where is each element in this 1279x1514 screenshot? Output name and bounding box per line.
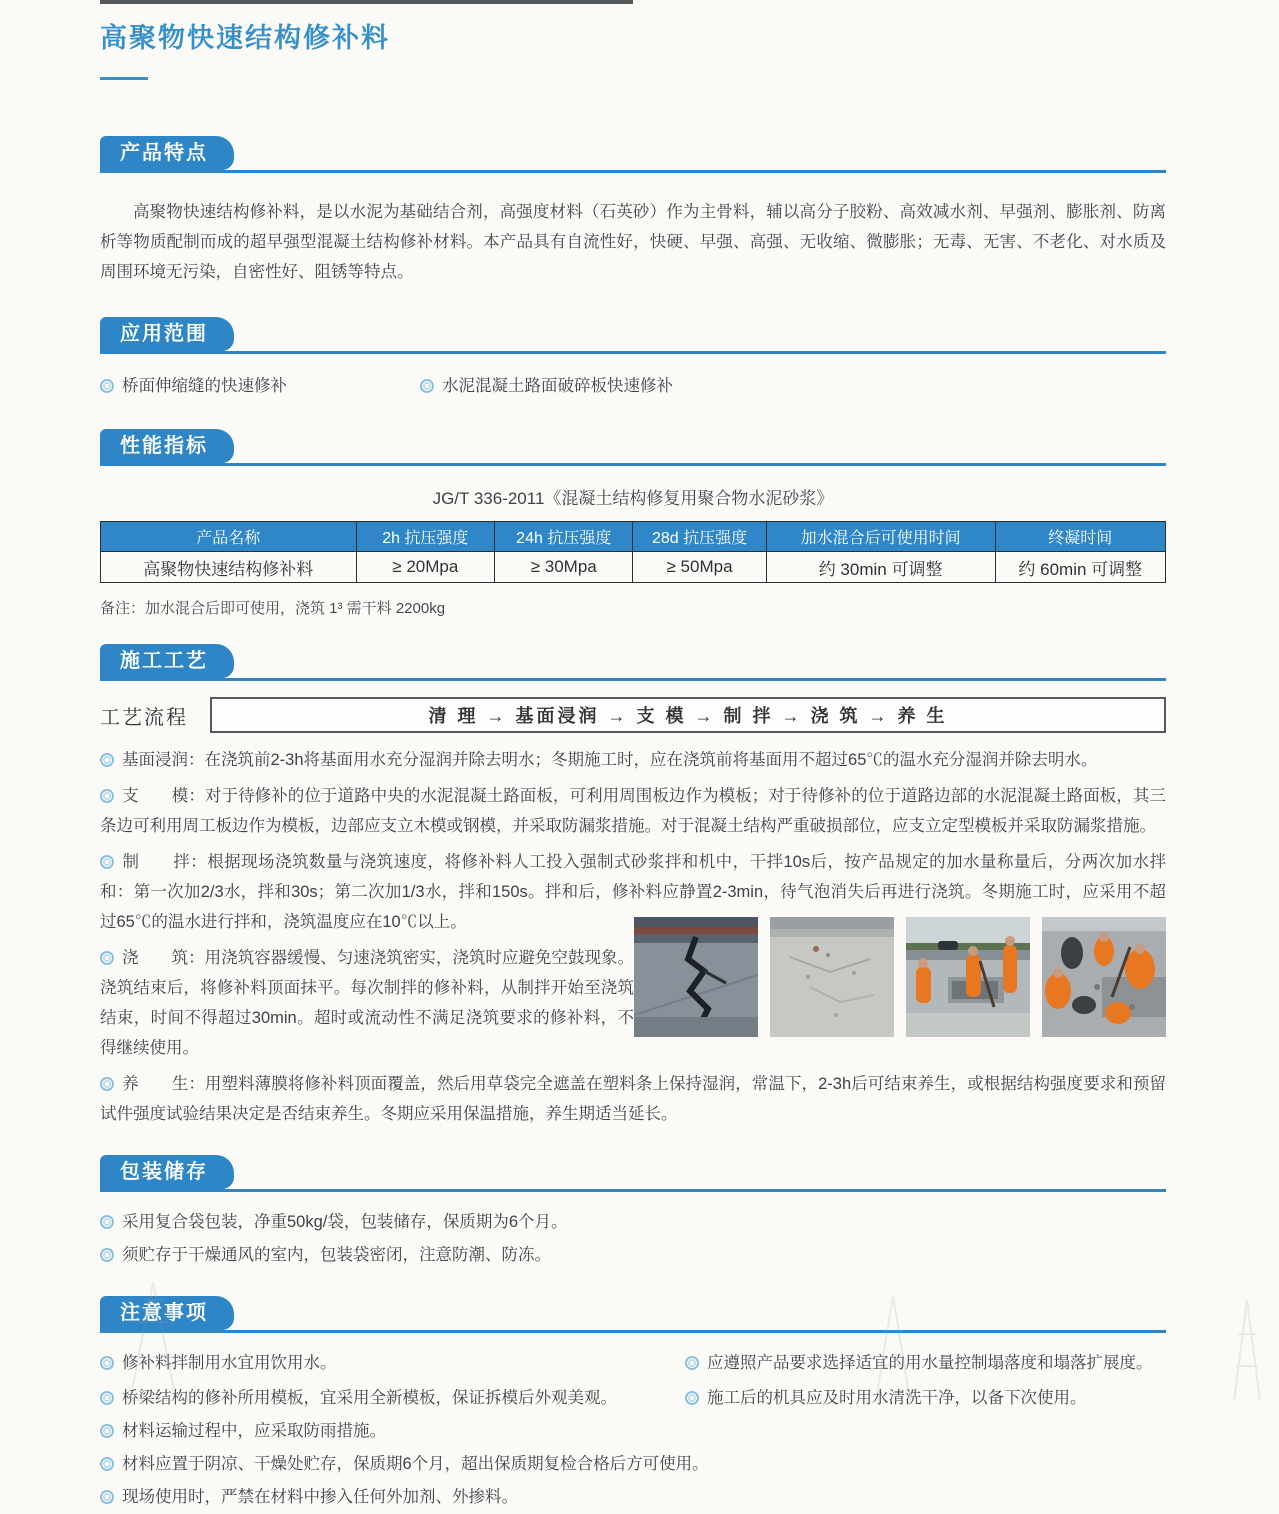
- column-header: 加水混合后可使用时间: [766, 522, 995, 552]
- table-cell: 高聚物快速结构修补料: [101, 552, 357, 583]
- table-cell: ≥ 50Mpa: [633, 552, 766, 583]
- process-step: 支 模：对于待修补的位于道路中央的水泥混凝土路面板，可利用周围板边作为模板；对于待修补的位于道路边部的水泥混凝土路面板，其三条边可利用周工板边作为模板，边部应支立木模或钢模，并采取防漏浆措施。对于混凝土结构严重破损部位，应支立定型模板并采取防漏浆措施。: [100, 787, 1166, 835]
- ring-bullet-icon: [100, 789, 114, 803]
- ring-bullet-icon: [100, 1457, 114, 1471]
- photo-workers-repairing-road: [906, 917, 1030, 1037]
- column-header: 2h 抗压强度: [356, 522, 494, 552]
- ring-bullet-icon: [420, 379, 434, 393]
- list-item: 桥梁结构的修补所用模板，宜采用全新模板，保证拆模后外观美观。: [100, 1382, 685, 1415]
- ring-bullet-icon: [100, 1356, 114, 1370]
- document-page: [100, 0, 1166, 1514]
- photo-cracked-pavement: [634, 917, 758, 1037]
- watermark-tower: [1222, 1300, 1272, 1401]
- features-heading: 产品特点: [100, 136, 234, 170]
- ring-bullet-icon: [100, 1490, 114, 1504]
- list-item: 采用复合袋包装，净重50kg/袋，包装储存，保质期为6个月。: [100, 1206, 1166, 1239]
- list-item: 材料应置于阴凉、干燥处贮存，保质期6个月，超出保质期复检合格后方可使用。: [100, 1448, 1166, 1481]
- section-header-process: [100, 644, 1166, 681]
- ring-bullet-icon: [100, 379, 114, 393]
- list-item: 材料运输过程中，应采取防雨措施。: [100, 1415, 1166, 1448]
- ring-bullet-icon: [100, 1077, 114, 1091]
- pour-step-with-photos: [100, 937, 1166, 1063]
- precautions-grid: [100, 1347, 1166, 1415]
- process-step: 基面浸润：在浇筑前2-3h将基面用水充分湿润并除去明水；冬期施工时，应在浇筑前将基面用不超过65℃的温水充分湿润并除去明水。: [100, 745, 1166, 775]
- ring-bullet-icon: [685, 1391, 699, 1405]
- table-cell: 约 30min 可调整: [766, 552, 995, 583]
- page-title: 高聚物快速结构修补料: [100, 23, 390, 53]
- column-header: 24h 抗压强度: [495, 522, 633, 552]
- ring-bullet-icon: [100, 1391, 114, 1405]
- column-header: 终凝时间: [995, 522, 1165, 552]
- ring-bullet-icon: [100, 753, 114, 767]
- section-header-performance: [100, 429, 1166, 466]
- table-header-row: [101, 522, 1166, 552]
- ring-bullet-icon: [100, 1215, 114, 1229]
- site-photos: [634, 917, 1166, 1037]
- list-item: 现场使用时，严禁在材料中掺入任何外加剂、外掺料。: [100, 1481, 1166, 1514]
- table-note: 备注：加水混合后即可使用，浇筑 1³ 需干料 2200kg: [100, 600, 446, 617]
- process-step: 养 生：用塑料薄膜将修补料顶面覆盖，然后用草袋完全遮盖在塑料条上保持湿润，常温下，2-3h后可结束养生，或根据结构强度要求和预留试件强度试验结果决定是否结束养生。冬期应采用保温措施，养生期适当延长。: [100, 1075, 1166, 1123]
- list-item: 施工后的机具应及时用水清洗干净，以备下次使用。: [685, 1382, 1166, 1415]
- list-item: 水泥混凝土路面破碎板快速修补: [420, 370, 673, 403]
- section-header-features: [100, 136, 1166, 173]
- ring-bullet-icon: [100, 855, 114, 869]
- section-header-precautions: [100, 1296, 1166, 1333]
- table-row: [101, 552, 1166, 583]
- performance-heading: 性能指标: [100, 429, 234, 463]
- packaging-heading: 包装储存: [100, 1155, 234, 1189]
- flow-label: 工艺流程: [100, 706, 188, 729]
- title-underline: [100, 77, 148, 80]
- photo-damaged-concrete-slab: [770, 917, 894, 1037]
- ring-bullet-icon: [100, 1424, 114, 1438]
- flow-sequence: 清 理 → 基面浸润 → 支 模 → 制 拌 → 浇 筑 → 养 生: [210, 697, 1166, 733]
- precautions-heading: 注意事项: [100, 1296, 234, 1330]
- table-cell: 约 60min 可调整: [995, 552, 1165, 583]
- process-step: 制 拌：根据现场浇筑数量与浇筑速度，将修补料人工投入强制式砂浆拌和机中，干拌10s后，按产品规定的加水量称量后，分两次加水拌和：第一次加2/3水，拌和30s；第二次加1/3水，拌和150s。拌和后，修补料应静置2-3min，待气泡消失后再进行浇筑。冬期施工时，应采用不超过65℃的温水进行拌和，浇筑温度应在10℃以上。: [100, 853, 1166, 931]
- column-header: 产品名称: [101, 522, 357, 552]
- applications-heading: 应用范围: [100, 317, 234, 351]
- list-item: 须贮存于干燥通风的室内，包装袋密闭，注意防潮、防冻。: [100, 1239, 1166, 1272]
- list-item: 桥面伸缩缝的快速修补: [100, 370, 410, 403]
- ring-bullet-icon: [100, 951, 114, 965]
- process-step: 浇 筑：用浇筑容器缓慢、匀速浇筑密实，浇筑时应避免空鼓现象。浇筑结束后，将修补料顶面抹平。每次制拌的修补料，从制拌开始至浇筑结束，时间不得超过30min。超时或流动性不满足浇筑要求的修补料，不得继续使用。: [100, 949, 634, 1057]
- list-item: 修补料拌制用水宜用饮用水。: [100, 1347, 685, 1380]
- features-body: 高聚物快速结构修补料，是以水泥为基础结合剂，高强度材料（石英砂）作为主骨料，辅以高分子胶粉、高效减水剂、早强剂、膨胀剂、防离析等物质配制而成的超早强型混凝土结构修补材料。本产品具有自流性好，快硬、早强、高强、无收缩、微膨胀；无毒、无害、不老化、对水质及周围环境无污染，自密性好、阻锈等特点。: [100, 203, 1166, 281]
- section-header-applications: [100, 317, 1166, 354]
- applications-list: [100, 370, 1166, 403]
- standard-reference: JG/T 336-2011《混凝土结构修复用聚合物水泥砂浆》: [432, 489, 834, 508]
- table-cell: ≥ 30Mpa: [495, 552, 633, 583]
- ring-bullet-icon: [100, 1248, 114, 1262]
- ring-bullet-icon: [685, 1356, 699, 1370]
- photo-workers-placing-mortar: [1042, 917, 1166, 1037]
- table-cell: ≥ 20Mpa: [356, 552, 494, 583]
- process-heading: 施工工艺: [100, 644, 234, 678]
- column-header: 28d 抗压强度: [633, 522, 766, 552]
- section-header-packaging: [100, 1155, 1166, 1192]
- list-item: 应遵照产品要求选择适宜的用水量控制塌落度和塌落扩展度。: [685, 1347, 1166, 1380]
- performance-table: [100, 521, 1166, 583]
- process-flow: [100, 697, 1166, 733]
